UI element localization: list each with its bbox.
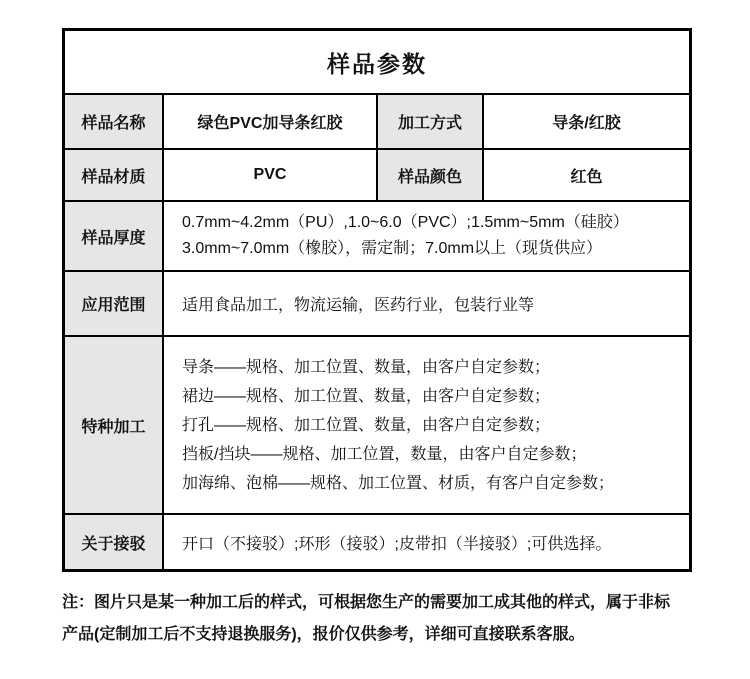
- special-line-baffle: 挡板/挡块——规格、加工位置，数量，由客户自定参数；: [182, 445, 587, 463]
- label-about-joint: 关于接驳: [65, 515, 164, 569]
- thickness-line-2: 3.0mm~7.0mm（橡胶），需定制；7.0mm以上（现货供应）: [182, 240, 603, 257]
- label-sample-thickness: 样品厚度: [65, 202, 164, 272]
- value-sample-material: PVC: [164, 150, 378, 202]
- thickness-line-1: 0.7mm~4.2mm（PU）,1.0~6.0（PVC）;1.5mm~5mm（硅胶）: [182, 214, 629, 231]
- special-line-punching: 打孔——规格、加工位置、数量，由客户自定参数；: [182, 416, 551, 434]
- value-special-processing: [164, 337, 689, 515]
- value-processing-method: 导条/红胶: [484, 95, 689, 150]
- label-sample-name: 样品名称: [65, 95, 164, 150]
- special-line-guide-strip: 导条——规格、加工位置、数量，由客户自定参数；: [182, 358, 551, 376]
- footnote: [62, 587, 698, 651]
- label-processing-method: 加工方式: [378, 95, 484, 150]
- special-processing-lines: [182, 353, 614, 498]
- table-title: 样品参数: [65, 31, 689, 95]
- value-sample-color: 红色: [484, 150, 689, 202]
- label-sample-color: 样品颜色: [378, 150, 484, 202]
- special-line-sponge-foam: 加海绵、泡棉——规格、加工位置、材质，有客户自定参数；: [182, 474, 615, 492]
- spec-table: [62, 28, 692, 572]
- label-special-processing: 特种加工: [65, 337, 164, 515]
- label-application-range: 应用范围: [65, 272, 164, 337]
- value-sample-name: 绿色PVC加导条红胶: [164, 95, 378, 150]
- label-sample-material: 样品材质: [65, 150, 164, 202]
- thickness-text: [182, 210, 629, 262]
- footnote-line-2: 产品(定制加工后不支持退换服务)，报价仅供参考，详细可直接联系客服。: [62, 626, 585, 643]
- value-application-range: 适用食品加工，物流运输，医药行业，包装行业等: [164, 272, 689, 337]
- value-sample-thickness: [164, 202, 689, 272]
- value-about-joint: 开口（不接驳）;环形（接驳）;皮带扣（半接驳）;可供选择。: [164, 515, 689, 569]
- footnote-line-1: 注：图片只是某一种加工后的样式，可根据您生产的需要加工成其他的样式，属于非标: [62, 594, 671, 611]
- special-line-skirt: 裙边——规格、加工位置、数量，由客户自定参数；: [182, 387, 551, 405]
